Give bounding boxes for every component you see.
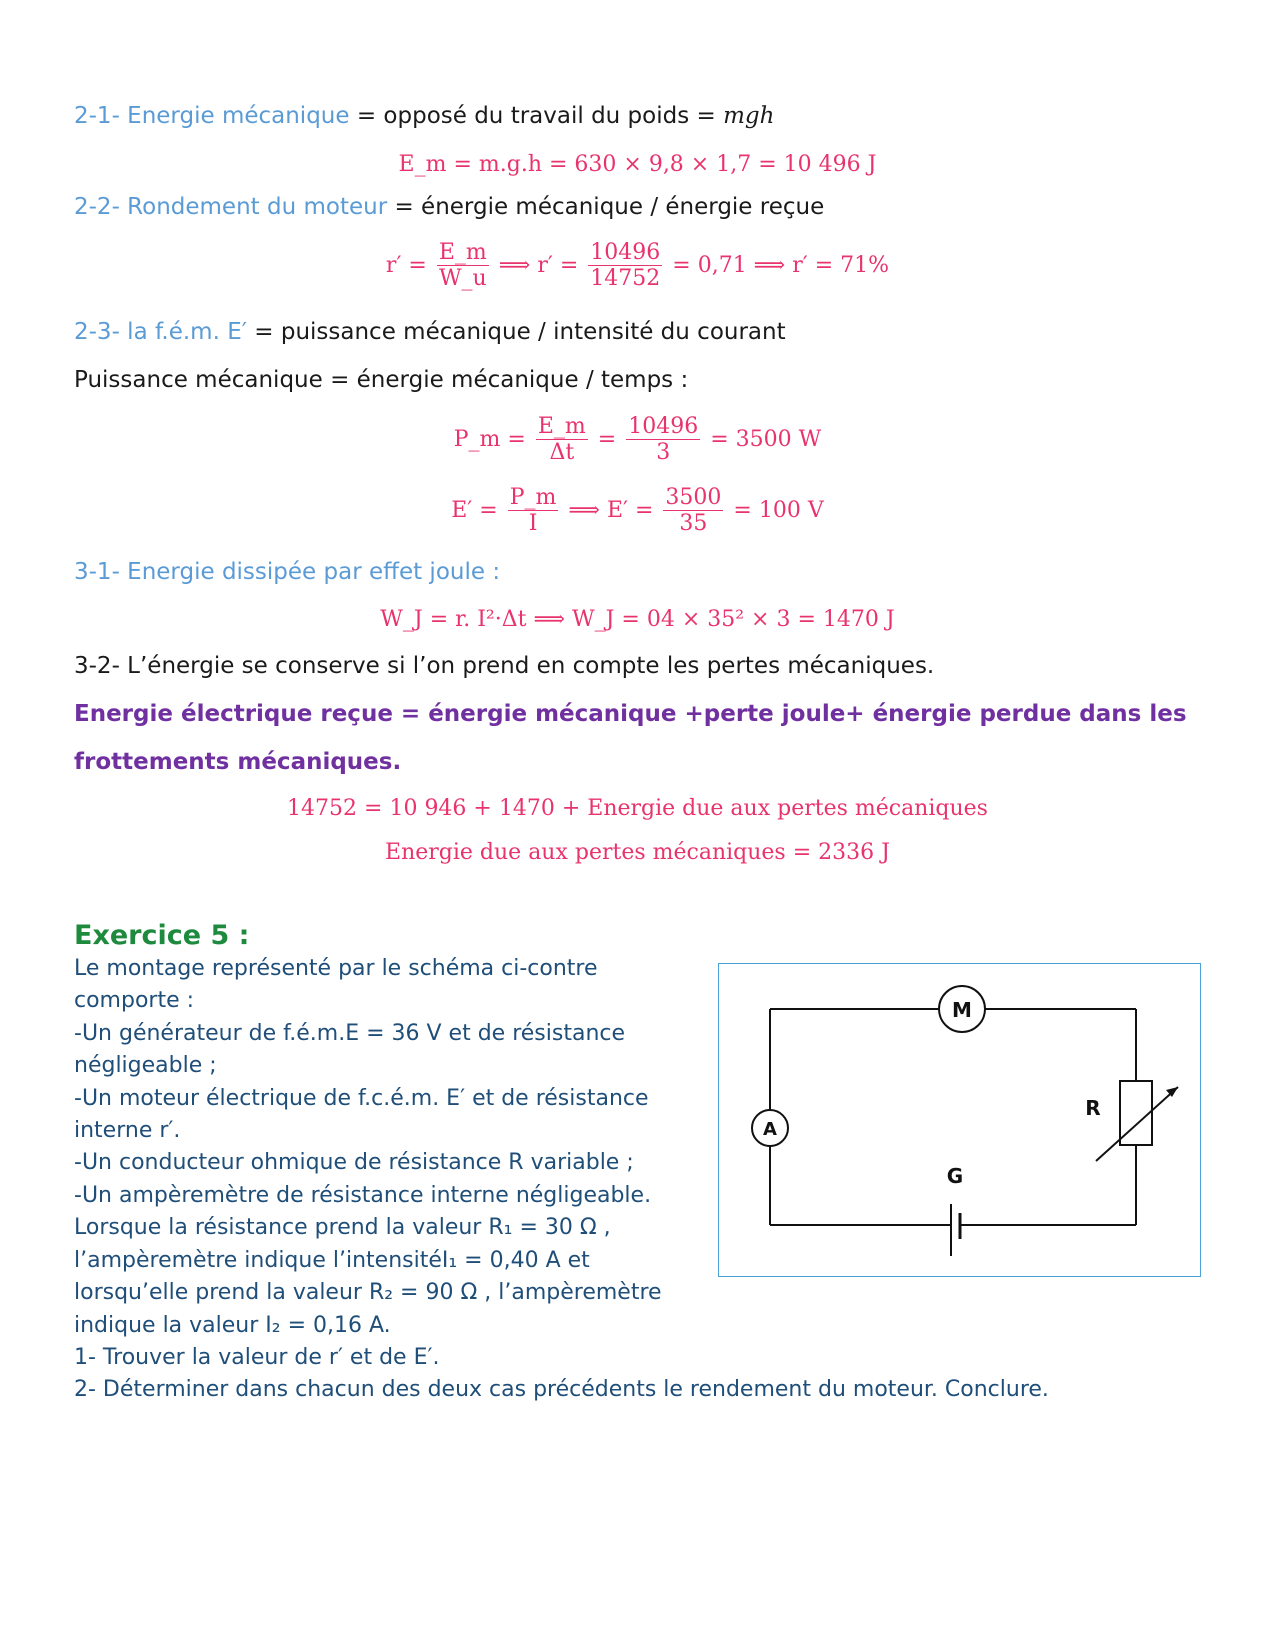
equation-balance-1: 14752 = 10 946 + 1470 + Energie due aux pertes mécaniques xyxy=(287,796,988,821)
section-2-3-text: = puissance mécanique / intensité du courant xyxy=(246,319,786,345)
section-2-1-label: 2-1- Energie mécanique xyxy=(74,103,350,129)
section-3-1-label: 3-1- Energie dissipée par effet joule : xyxy=(74,559,501,585)
equation-rendement xyxy=(0,240,1275,292)
energy-balance-line-2: frottements mécaniques. xyxy=(74,749,402,775)
exercise-line: Lorsque la résistance prend la valeur R₁ = 30 Ω , xyxy=(74,1215,611,1240)
section-2-3-label: 2-3- la f.é.m. E′ xyxy=(74,319,247,345)
eq-e-frac1 xyxy=(508,485,559,537)
eq-r-lhs: r′ = xyxy=(385,252,427,278)
section-2-1 xyxy=(74,103,774,129)
eq-r-rhs: = 0,71 ⟹ r′ = 71% xyxy=(672,252,890,278)
section-2-2 xyxy=(74,194,824,220)
equation-em: E_m = m.g.h = 630 × 9,8 × 1,7 = 10 496 J xyxy=(398,152,877,177)
exercise-line: indique la valeur I₂ = 0,16 A. xyxy=(74,1313,391,1338)
equation-wj: W_J = r. I²·Δt ⟹ W_J = 04 × 35² × 3 = 1470 J xyxy=(380,607,895,632)
equation-pm xyxy=(0,414,1275,466)
energy-balance-line-1: Energie électrique reçue = énergie mécanique +perte joule+ énergie perdue dans les xyxy=(74,701,1187,727)
eq-r-frac2-num: 10496 xyxy=(590,240,661,265)
eq-r-frac1-num: E_m xyxy=(438,240,487,265)
eq-e-frac2-num: 3500 xyxy=(665,485,722,510)
puissance-line: Puissance mécanique = énergie mécanique / temps : xyxy=(74,367,689,393)
exercise-line: Le montage représenté par le schéma ci-contre xyxy=(74,956,598,981)
eq-e-mid: ⟹ E′ = xyxy=(568,497,654,523)
eq-r-frac2 xyxy=(588,240,662,292)
eq-r-frac2-den: 14752 xyxy=(590,266,661,292)
eq-pm-frac1-den: Δt xyxy=(549,440,575,466)
section-3-2: 3-2- L’énergie se conserve si l’on prend en compte les pertes mécaniques. xyxy=(74,653,935,679)
eq-pm-lhs: P_m = xyxy=(453,426,526,452)
eq-e-rhs: = 100 V xyxy=(733,497,824,523)
exercise-line: comporte : xyxy=(74,988,195,1013)
exercise-title: Exercice 5 : xyxy=(74,920,250,951)
eq-pm-frac2-num: 10496 xyxy=(628,414,699,439)
section-2-1-var: mgh xyxy=(723,103,775,129)
eq-pm-frac1 xyxy=(536,414,588,466)
equation-e xyxy=(0,485,1275,537)
section-2-1-text: = opposé du travail du poids = xyxy=(349,103,724,129)
exercise-line: -Un ampèremètre de résistance interne négligeable. xyxy=(74,1183,652,1208)
exercise-line: -Un générateur de f.é.m.E = 36 V et de résistance xyxy=(74,1021,626,1046)
exercise-line: interne r′. xyxy=(74,1118,181,1143)
exercise-line: -Un moteur électrique de f.c.é.m. E′ et de résistance xyxy=(74,1086,649,1111)
eq-pm-frac2-den: 3 xyxy=(656,440,671,466)
eq-pm-frac1-num: E_m xyxy=(537,414,586,439)
eq-e-lhs: E′ = xyxy=(451,497,498,523)
eq-pm-mid: = xyxy=(597,426,617,452)
exercise-line: lorsqu’elle prend la valeur R₂ = 90 Ω , l’ampèremètre xyxy=(74,1280,662,1305)
eq-e-frac1-num: P_m xyxy=(509,485,557,510)
circuit-diagram xyxy=(718,963,1201,1277)
exercise-line: -Un conducteur ohmique de résistance R variable ; xyxy=(74,1150,634,1175)
eq-e-frac2 xyxy=(663,485,723,537)
exercise-line: négligeable ; xyxy=(74,1053,217,1078)
section-2-2-text: = énergie mécanique / énergie reçue xyxy=(387,194,825,220)
exercise-line: 2- Déterminer dans chacun des deux cas précédents le rendement du moteur. Conclure. xyxy=(74,1377,1049,1402)
eq-e-frac1-den: I xyxy=(528,511,538,537)
eq-e-frac2-den: 35 xyxy=(679,511,708,537)
exercise-line: l’ampèremètre indique l’intensitéI₁ = 0,40 A et xyxy=(74,1248,590,1273)
eq-r-mid: ⟹ r′ = xyxy=(498,252,579,278)
circuit-diagram-box xyxy=(718,963,1201,1277)
eq-pm-frac2 xyxy=(626,414,700,466)
generator-label: G xyxy=(946,1163,963,1188)
eq-r-frac1 xyxy=(437,240,489,292)
equation-balance-2: Energie due aux pertes mécaniques = 2336 J xyxy=(385,840,890,865)
section-2-2-label: 2-2- Rondement du moteur xyxy=(74,194,388,220)
resistor-label: R xyxy=(1084,1095,1101,1120)
eq-pm-rhs: = 3500 W xyxy=(710,426,822,452)
exercise-line: 1- Trouver la valeur de r′ et de E′. xyxy=(74,1345,440,1370)
eq-r-frac1-den: W_u xyxy=(438,266,487,292)
ammeter-label: A xyxy=(762,1118,777,1140)
section-2-3 xyxy=(74,319,786,345)
motor-label: M xyxy=(951,997,972,1022)
